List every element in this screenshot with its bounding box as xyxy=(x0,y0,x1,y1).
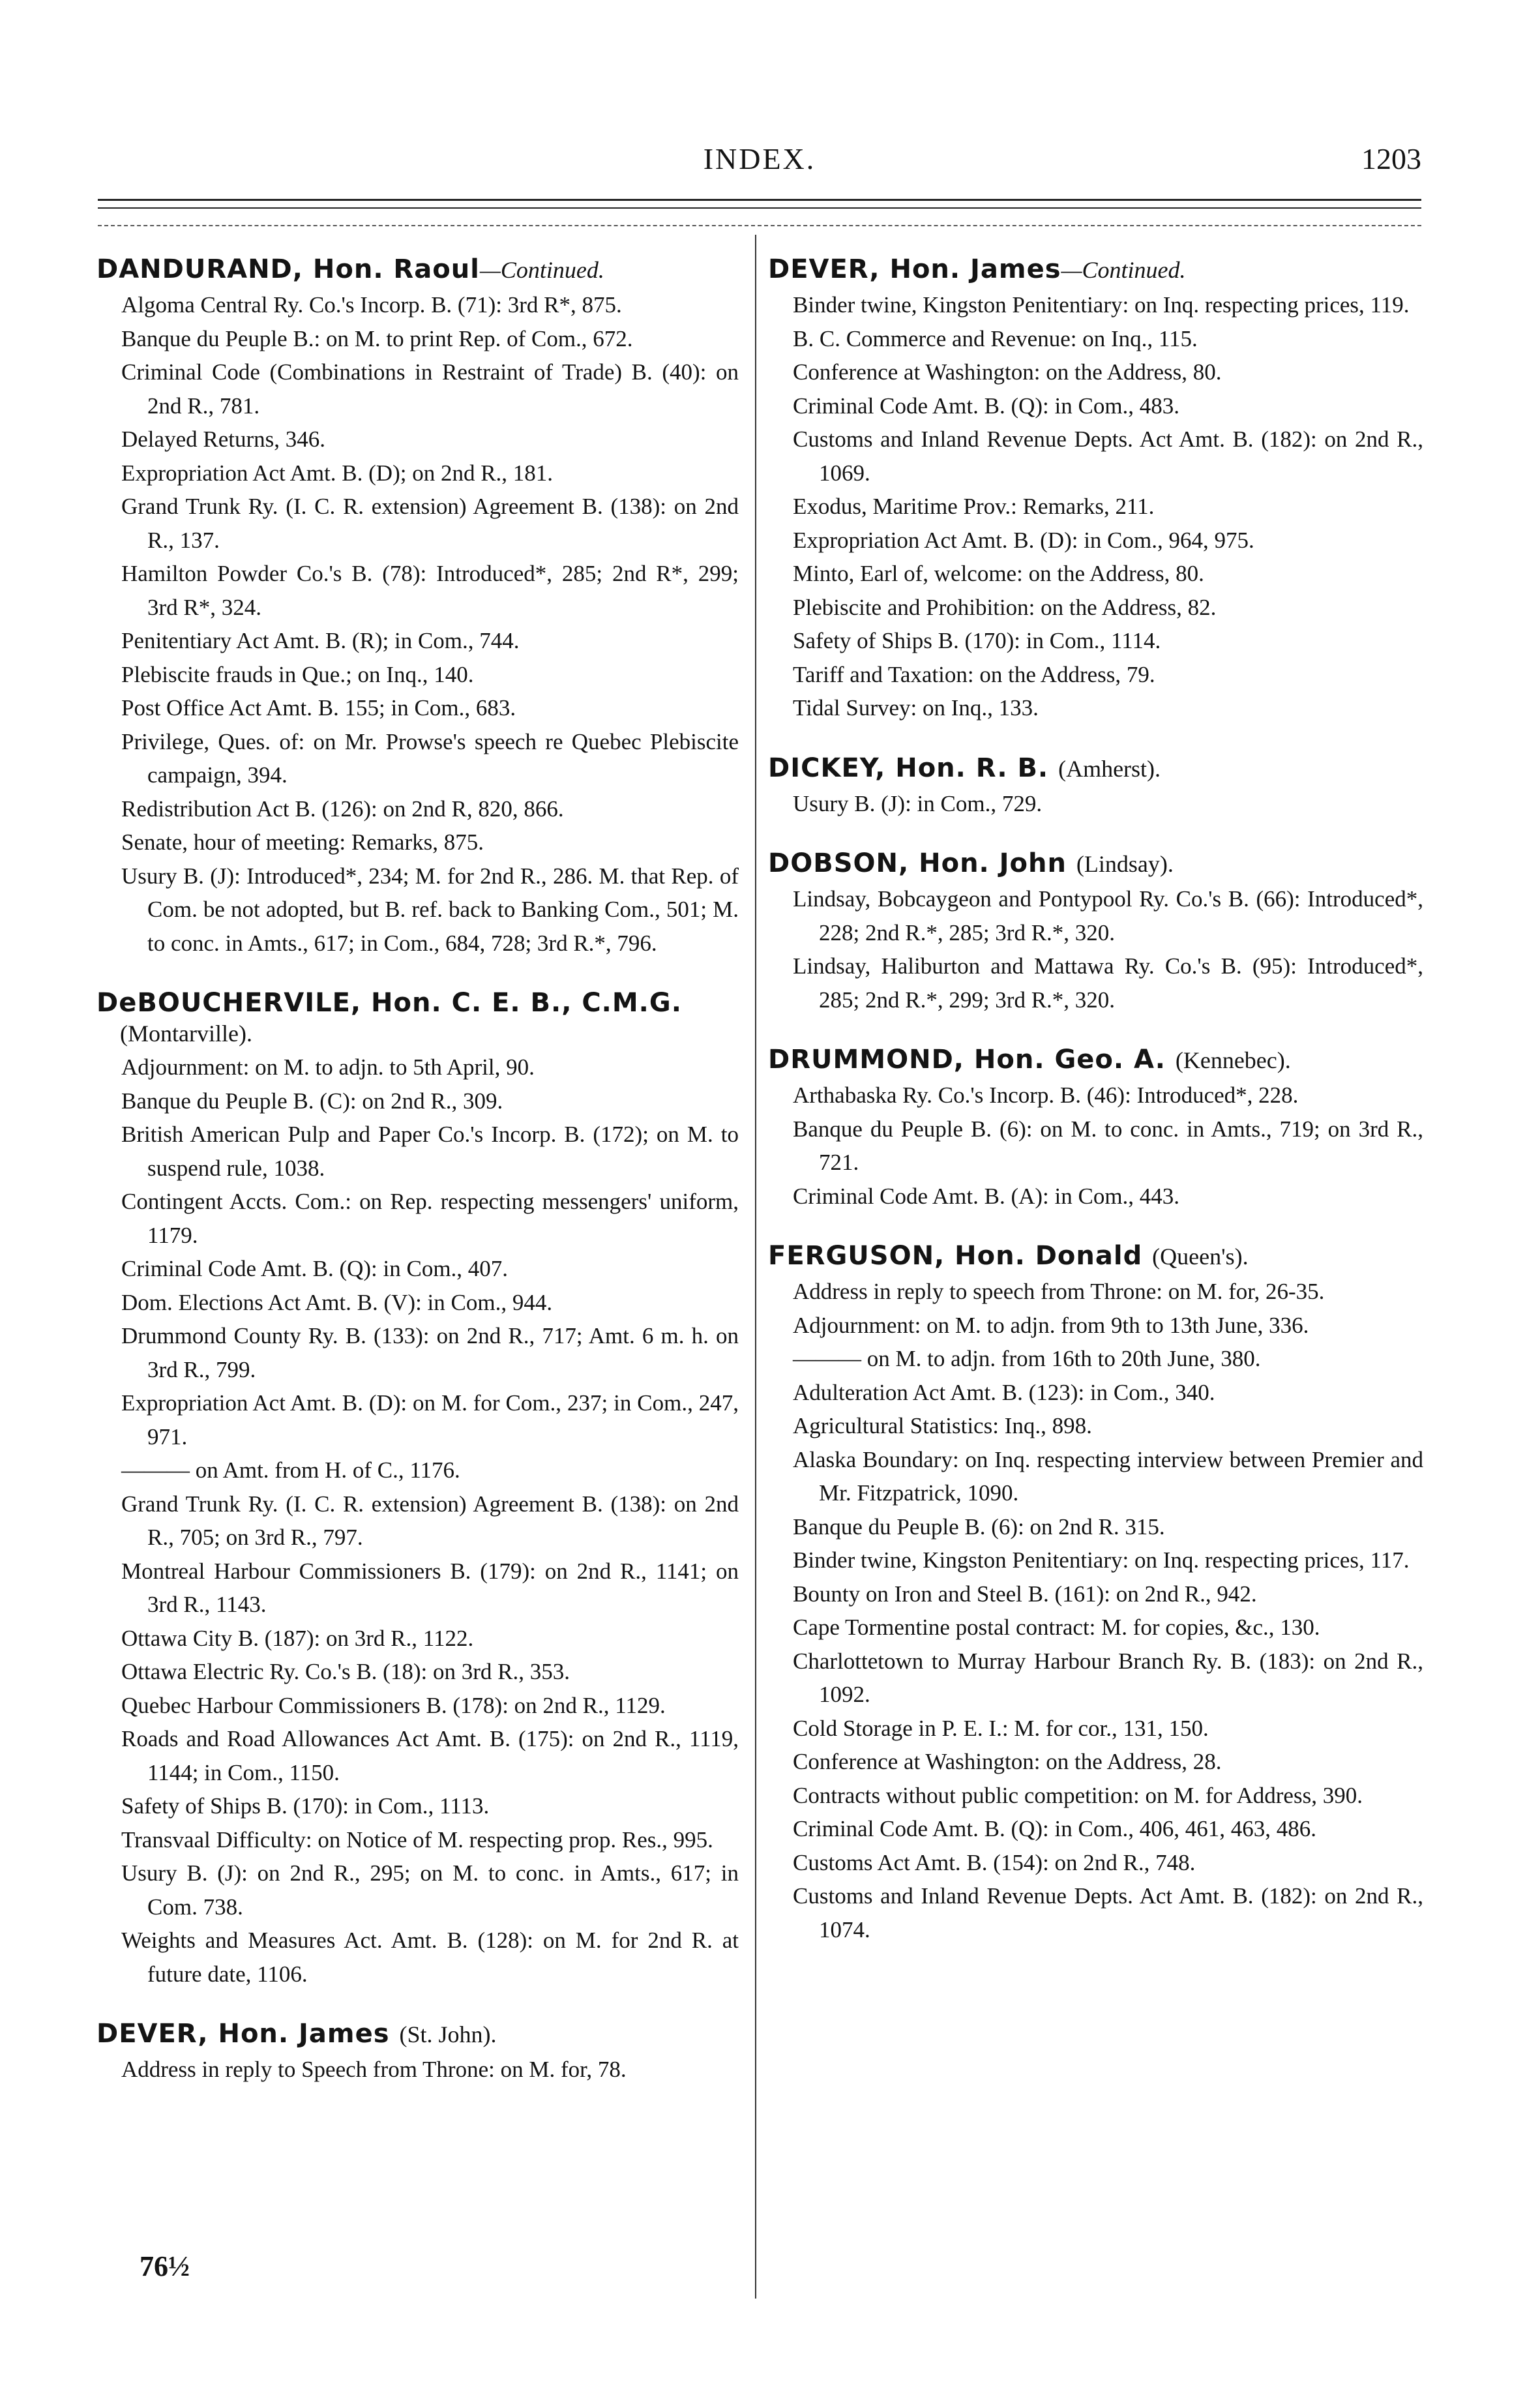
index-item: Agricultural Statistics: Inq., 898. xyxy=(793,1413,1092,1438)
constituency: (Lindsay). xyxy=(1076,851,1174,877)
index-item: Usury B. (J): in Com., 729. xyxy=(793,790,1043,816)
index-item: Ottawa City B. (187): on 3rd R., 1122. xyxy=(121,1625,474,1651)
index-item: Dom. Elections Act Amt. B. (V): in Com., 944. xyxy=(121,1289,553,1315)
index-item: Criminal Code Amt. B. (Q): in Com., 406, 461, 463, 486. xyxy=(793,1816,1317,1841)
index-item: Adjournment: on M. to adjn. to 5th April, 90. xyxy=(121,1054,535,1080)
member-name: FERGUSON, Hon. Donald xyxy=(768,1241,1143,1271)
index-item: Adjournment: on M. to adjn. from 9th to 13th June, 336. xyxy=(793,1312,1309,1338)
continued-label: —Continued. xyxy=(1061,257,1186,283)
index-item: Criminal Code Amt. B. (Q): in Com., 407. xyxy=(121,1256,509,1281)
index-item: Customs Act Amt. B. (154): on 2nd R., 748. xyxy=(793,1849,1196,1875)
constituency: (Amherst). xyxy=(1058,755,1161,782)
header-rule xyxy=(98,199,1421,201)
constituency: (Queen's). xyxy=(1152,1243,1249,1270)
continued-label: —Continued. xyxy=(479,257,604,283)
index-item: Address in reply to Speech from Throne: on M. for, 78. xyxy=(121,2057,627,2082)
index-item: Lindsay, Bobcaygeon and Pontypool Ry. Co.'s B. (66): Introduced*, 228; 2nd R.*, 285; 3rd R.*, 320. xyxy=(793,886,1423,945)
index-item: Adulteration Act Amt. B. (123): in Com., 340. xyxy=(793,1379,1215,1405)
index-item: Exodus, Maritime Prov.: Remarks, 211. xyxy=(793,494,1155,519)
index-item: Roads and Road Allowances Act Amt. B. (175): on 2nd R., 1119, 1144; in Com., 1150. xyxy=(121,1726,739,1785)
index-item: ——— on M. to adjn. from 16th to 20th June, 380. xyxy=(793,1346,1261,1371)
index-item: Transvaal Difficulty: on Notice of M. respecting prop. Res., 995. xyxy=(121,1826,713,1853)
index-item: Criminal Code (Combinations in Restraint of Trade) B. (40): on 2nd R., 781. xyxy=(121,359,739,419)
index-item: Hamilton Powder Co.'s B. (78): Introduced*, 285; 2nd R*, 299; 3rd R*, 324. xyxy=(121,561,739,620)
left-column xyxy=(96,251,739,2111)
index-item: Tariff and Taxation: on the Address, 79. xyxy=(793,661,1155,687)
index-item: Charlottetown to Murray Harbour Branch Ry. B. (183): on 2nd R., 1092. xyxy=(793,1648,1423,1707)
index-item: Contracts without public competition: on M. for Address, 390. xyxy=(793,1782,1363,1808)
header-rule-thin xyxy=(98,207,1421,209)
index-item: Tidal Survey: on Inq., 133. xyxy=(793,695,1039,721)
member-name: DRUMMOND, Hon. Geo. A. xyxy=(768,1045,1166,1075)
entry-heading xyxy=(768,1238,1423,1275)
index-item: Safety of Ships B. (170): in Com., 1113. xyxy=(121,1793,490,1819)
index-item: Post Office Act Amt. B. 155; in Com., 683. xyxy=(121,695,516,721)
index-item: ——— on Amt. from H. of C., 1176. xyxy=(121,1457,460,1483)
index-item: Address in reply to speech from Throne: on M. for, 26-35. xyxy=(793,1279,1325,1304)
index-entry xyxy=(768,251,1423,725)
entry-heading xyxy=(768,845,1423,882)
index-item: Conference at Washington: on the Address, 80. xyxy=(793,359,1222,385)
page-title: INDEX. xyxy=(703,142,816,175)
index-item: Minto, Earl of, welcome: on the Address, 80. xyxy=(793,561,1204,586)
index-entry xyxy=(768,845,1423,1017)
index-item: B. C. Commerce and Revenue: on Inq., 115. xyxy=(793,325,1198,351)
index-item: Criminal Code Amt. B. (A): in Com., 443. xyxy=(793,1183,1180,1209)
member-name: DICKEY, Hon. R. B. xyxy=(768,752,1049,783)
entry-heading xyxy=(96,2016,739,2053)
index-item: Algoma Central Ry. Co.'s Incorp. B. (71): 3rd R*, 875. xyxy=(121,292,622,318)
index-item: Montreal Harbour Commissioners B. (179): on 2nd R., 1141; on 3rd R., 1143. xyxy=(121,1558,739,1617)
entry-heading xyxy=(96,985,739,1021)
index-item: Arthabaska Ry. Co.'s Incorp. B. (46): Introduced*, 228. xyxy=(793,1082,1299,1108)
constituency: (St. John). xyxy=(399,2021,497,2047)
index-item: Binder twine, Kingston Penitentiary: on Inq. respecting prices, 117. xyxy=(793,1547,1410,1573)
index-item: Cape Tormentine postal contract: M. for copies, &c., 130. xyxy=(793,1615,1320,1640)
index-item: Grand Trunk Ry. (I. C. R. extension) Agreement B. (138): on 2nd R., 137. xyxy=(121,494,739,553)
entry-heading xyxy=(768,1041,1423,1079)
index-item: Bounty on Iron and Steel B. (161): on 2nd R., 942. xyxy=(793,1581,1257,1607)
index-entry xyxy=(96,985,739,1991)
index-item: Binder twine, Kingston Penitentiary: on Inq. respecting prices, 119. xyxy=(793,292,1410,318)
index-item: Redistribution Act B. (126): on 2nd R, 820, 866. xyxy=(121,796,564,822)
index-item: Delayed Returns, 346. xyxy=(121,426,325,452)
right-column xyxy=(768,251,1423,1971)
page-number: 1203 xyxy=(1361,142,1421,175)
index-item: Weights and Measures Act. Amt. B. (128): on M. for 2nd R. at future date, 1106. xyxy=(121,1928,739,1987)
index-item: Contingent Accts. Com.: on Rep. respecting messengers' uniform, 1179. xyxy=(121,1189,739,1248)
member-name: DANDURAND, Hon. Raoul xyxy=(96,254,480,284)
index-item: Cold Storage in P. E. I.: M. for cor., 131, 150. xyxy=(793,1715,1209,1741)
signature-mark: 76½ xyxy=(140,2250,190,2282)
index-entry xyxy=(96,251,739,960)
member-name: DEVER, Hon. James xyxy=(96,2019,390,2049)
entry-heading xyxy=(768,750,1423,787)
index-item: Grand Trunk Ry. (I. C. R. extension) Agreement B. (138): on 2nd R., 705; on 3rd R., 797. xyxy=(121,1491,739,1550)
index-item: Usury B. (J): on 2nd R., 295; on M. to conc. in Amts., 617; in Com. 738. xyxy=(121,1860,739,1920)
index-item: Expropriation Act Amt. B. (D): in Com., 964, 975. xyxy=(793,527,1254,553)
index-item: Expropriation Act Amt. B. (D): on M. for Com., 237; in Com., 247, 971. xyxy=(121,1390,739,1450)
index-item: Banque du Peuple B. (6): on 2nd R. 315. xyxy=(793,1513,1165,1540)
index-item: Banque du Peuple B. (6): on M. to conc. in Amts., 719; on 3rd R., 721. xyxy=(793,1116,1423,1175)
column-divider xyxy=(755,235,756,2299)
index-item: Usury B. (J): Introduced*, 234; M. for 2nd R., 286. M. that Rep. of Com. be not adopted, but B. ref. back to Banking Com., 501; M. to conc. in Amts., 617; in Com., 684, 728; 3rd R.*, 796. xyxy=(121,863,739,956)
member-name: DEVER, Hon. James xyxy=(768,254,1061,284)
running-head xyxy=(98,134,1421,186)
constituency: (Montarville). xyxy=(120,1020,252,1047)
index-item: Customs and Inland Revenue Depts. Act Amt. B. (182): on 2nd R., 1069. xyxy=(793,426,1423,486)
index-item: Criminal Code Amt. B. (Q): in Com., 483. xyxy=(793,393,1180,419)
index-item: Plebiscite and Prohibition: on the Address, 82. xyxy=(793,594,1217,620)
index-entry xyxy=(768,750,1423,821)
index-entry xyxy=(768,1238,1423,1946)
member-name: DOBSON, Hon. John xyxy=(768,848,1067,878)
index-item: Quebec Harbour Commissioners B. (178): on 2nd R., 1129. xyxy=(121,1692,666,1718)
index-item: Ottawa Electric Ry. Co.'s B. (18): on 3rd R., 353. xyxy=(121,1659,570,1684)
index-item: Banque du Peuple B.: on M. to print Rep. of Com., 672. xyxy=(121,325,633,351)
constituency: (Kennebec). xyxy=(1175,1047,1291,1073)
index-item: Conference at Washington: on the Address, 28. xyxy=(793,1749,1222,1774)
index-item: Privilege, Ques. of: on Mr. Prowse's speech re Quebec Plebiscite campaign, 394. xyxy=(121,728,739,788)
index-item: Safety of Ships B. (170): in Com., 1114. xyxy=(793,628,1161,653)
member-name: DeBOUCHERVILE, Hon. C. E. B., C.M.G. xyxy=(96,988,682,1018)
index-item: Alaska Boundary: on Inq. respecting interview between Premier and Mr. Fitzpatrick, 1090. xyxy=(793,1446,1423,1506)
index-item: Lindsay, Haliburton and Mattawa Ry. Co.'s B. (95): Introduced*, 285; 2nd R.*, 299; 3rd R.*, 320. xyxy=(793,953,1423,1013)
entry-heading xyxy=(96,251,739,288)
entry-heading xyxy=(768,251,1423,288)
index-item: British American Pulp and Paper Co.'s Incorp. B. (172); on M. to suspend rule, 1038. xyxy=(121,1122,739,1181)
index-item: Plebiscite frauds in Que.; on Inq., 140. xyxy=(121,661,474,687)
index-item: Senate, hour of meeting: Remarks, 875. xyxy=(121,829,484,855)
header-rule-dashed xyxy=(98,225,1421,226)
index-item: Penitentiary Act Amt. B. (R); in Com., 744. xyxy=(121,628,520,653)
index-item: Drummond County Ry. B. (133): on 2nd R., 717; Amt. 6 m. h. on 3rd R., 799. xyxy=(121,1323,739,1382)
index-entry xyxy=(96,2016,739,2087)
index-entry xyxy=(768,1041,1423,1213)
index-item: Customs and Inland Revenue Depts. Act Amt. B. (182): on 2nd R., 1074. xyxy=(793,1883,1423,1943)
index-item: Expropriation Act Amt. B. (D); on 2nd R., 181. xyxy=(121,460,554,486)
index-item: Banque du Peuple B. (C): on 2nd R., 309. xyxy=(121,1088,503,1114)
